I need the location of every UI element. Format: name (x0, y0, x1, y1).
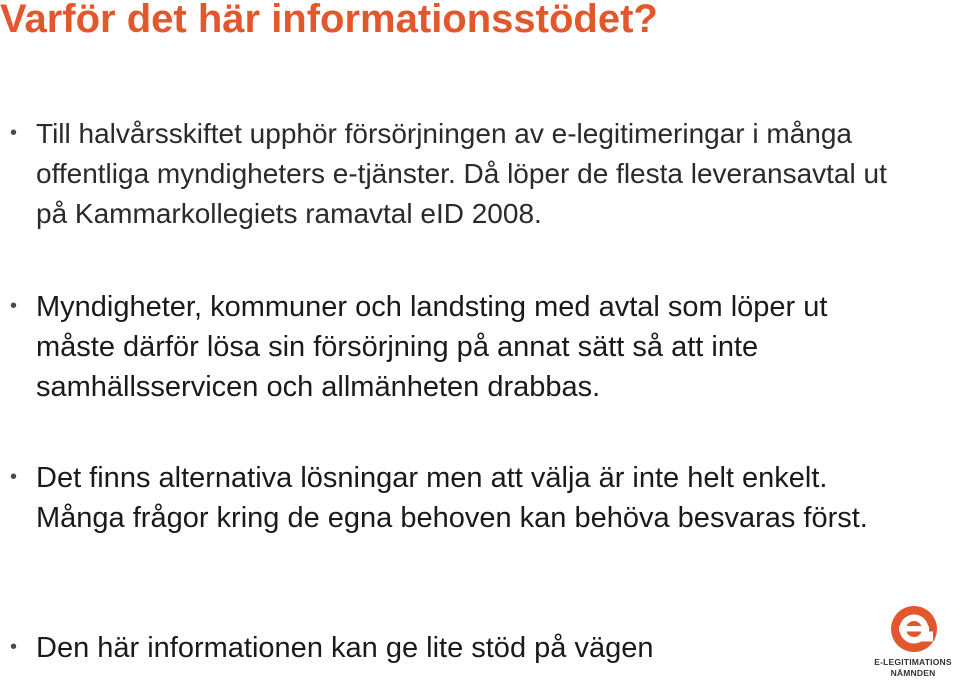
bullet-dot: • (10, 122, 18, 144)
bullet-item (10, 458, 910, 538)
bullet-text: Det finns alternativa lösningar men att välja är inte helt enkelt. Många frågor kring de egna behoven kan behöva besvaras först. (36, 462, 868, 534)
logo-text-line1: E-LEGITIMATIONS (874, 657, 952, 667)
slide-title: Varför det här informationsstödet? (0, 0, 658, 41)
bullet-dot: • (10, 466, 18, 488)
e-logo-icon (891, 606, 937, 652)
logo-text-line2: NÄMNDEN (890, 668, 936, 678)
bullet-dot: • (10, 295, 18, 317)
bullet-dot: • (10, 636, 18, 658)
bullet-item (10, 114, 910, 234)
bullet-item (10, 628, 910, 668)
bullet-item (10, 287, 910, 407)
bullet-text: Den här informationen kan ge lite stöd på vägen (36, 632, 654, 664)
bullet-text: Myndigheter, kommuner och landsting med avtal som löper ut måste därför lösa sin försörjning på annat sätt så att inte samhällsservicen och allmänheten drabbas. (36, 291, 828, 403)
e-legitimationsnamnden-logo (866, 606, 960, 680)
bullet-text: Till halvårsskiftet upphör försörjningen av e-legitimeringar i många offentliga myndigheters e-tjänster. Då löper de flesta leveransavtal ut på Kammarkollegiets ramavtal eID 2008. (36, 118, 887, 229)
